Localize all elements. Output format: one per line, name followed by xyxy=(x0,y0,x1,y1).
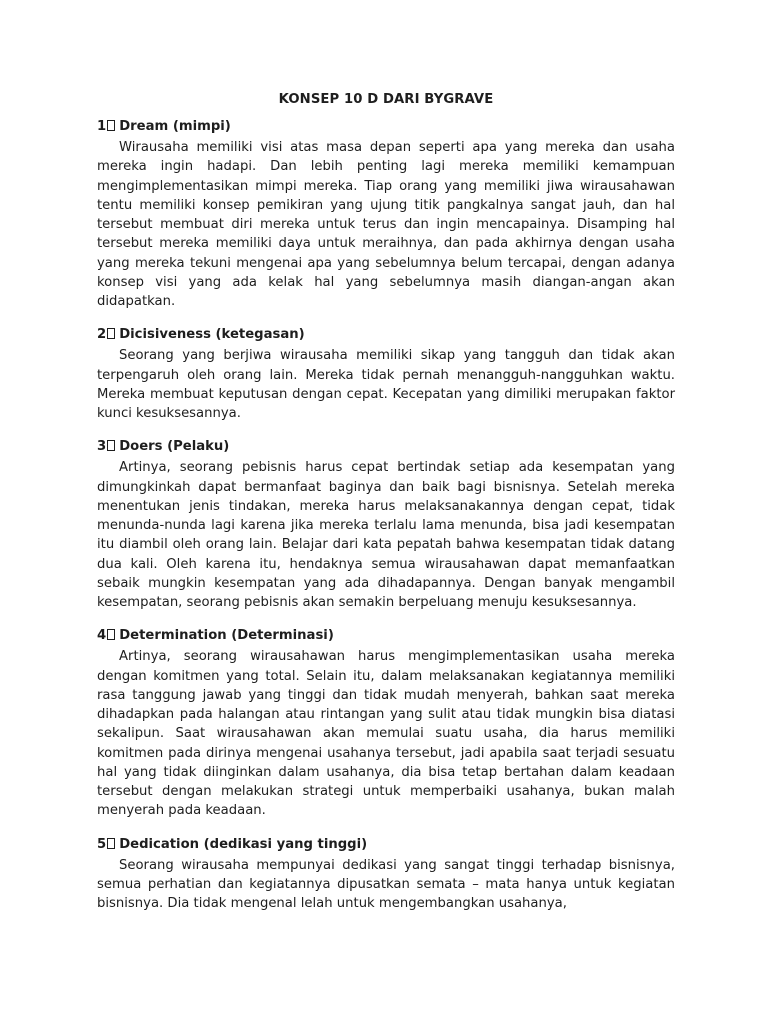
missing-glyph-box-icon xyxy=(107,629,115,640)
section-dedication xyxy=(97,835,675,914)
missing-glyph-box-icon xyxy=(107,328,115,339)
section-body: Wirausaha memiliki visi atas masa depan seperti apa yang mereka dan usaha mereka ingin hadapi. Dan lebih penting lagi mereka memiliki kemampuan mengimplementasikan mimpi mereka. Tiap orang yang memiliki jiwa wirausahawan tentu memiliki konsep pemikiran yang ujung titik pangkalnya sangat jauh, dan hal tersebut membuat diri mereka untuk terus dan ingin mencapainya. Disamping hal tersebut mereka memiliki daya untuk meraihnya, dan pada akhirnya dengan usaha yang mereka tekuni mengenai apa yang sebelumnya belum tercapai, dengan adanya konsep visi yang ada kelak hal yang sebelumnya masih diangan-angan akan didapatkan. xyxy=(97,140,675,309)
section-heading-text: Dedication (dedikasi yang tinggi) xyxy=(119,836,368,852)
section-dream xyxy=(97,117,675,311)
section-number: 5 xyxy=(97,836,107,852)
section-heading-text: Dream (mimpi) xyxy=(119,119,231,134)
section-heading-text: Dicisiveness (ketegasan) xyxy=(119,327,305,343)
section-heading-text: Determination (Determinasi) xyxy=(119,628,334,644)
section-heading xyxy=(97,835,675,855)
section-heading-text: Doers (Pelaku) xyxy=(119,439,230,455)
section-heading xyxy=(97,325,675,345)
section-heading xyxy=(97,437,675,457)
section-number: 4 xyxy=(97,628,107,644)
document-page xyxy=(97,90,675,927)
missing-glyph-box-icon xyxy=(107,440,115,451)
missing-glyph-box-icon xyxy=(107,838,115,849)
section-number: 3 xyxy=(97,439,107,455)
section-body: Seorang wirausaha mempunyai dedikasi yang sangat tinggi terhadap bisnisnya, semua perhatian dan kegiatannya dipusatkan semata – mata hanya untuk kegiatan bisnisnya. Dia tidak mengenal lelah untuk mengembangkan usahanya, xyxy=(97,857,675,911)
section-determination xyxy=(97,626,675,820)
section-body: Artinya, seorang pebisnis harus cepat bertindak setiap ada kesempatan yang dimungkinkah dapat bermanfaat baginya dan baik bagi bisnisnya. Setelah mereka menentukan jenis tindakan, mereka harus melaksanakannya dengan cepat, tidak menunda-nunda lagi karena jika mereka terlalu lama menunda, bisa jadi kesempatan itu diambil oleh orang lain. Belajar dari kata pepatah bahwa kesempatan tidak datang dua kali. Oleh karena itu, hendaknya semua wirausahawan dapat memanfaatkan sebaik mungkin kesempatan yang ada dihadapannya. Dengan banyak mengambil kesempatan, seorang pebisnis akan semakin berpeluang menuju kesuksesannya. xyxy=(97,460,675,610)
section-number: 1 xyxy=(97,119,107,134)
section-body: Artinya, seorang wirausahawan harus mengimplementasikan usaha mereka dengan komitmen yang total. Selain itu, dalam melaksanakan kegiatannya memiliki rasa tanggung jawab yang tinggi dan tidak mudah menyerah, bahkan saat mereka dihadapkan pada halangan atau rintangan yang sulit atau tidak mungkin bisa diatasi sekalipun. Saat wirausahawan akan memulai suatu usaha, dia harus memiliki komitmen pada dirinya mengenai usahanya tersebut, jadi apabila saat terjadi sesuatu hal yang tidak diinginkan dalam usahanya, dia bisa tetap bertahan dalam keadaan tersebut dengan melakukan strategi untuk memperbaiki usahanya, bukan malah menyerah pada keadaan. xyxy=(97,649,675,819)
section-body: Seorang yang berjiwa wirausaha memiliki sikap yang tangguh dan tidak akan terpengaruh oleh orang lain. Mereka tidak pernah menangguh-nangguhkan waktu. Mereka membuat keputusan dengan cepat. Kecepatan yang dimiliki merupakan faktor kunci kesuksesannya. xyxy=(97,348,675,421)
section-heading xyxy=(97,117,675,137)
missing-glyph-box-icon xyxy=(107,120,115,131)
document-title: KONSEP 10 D DARI BYGRAVE xyxy=(278,92,494,107)
section-heading xyxy=(97,626,675,646)
section-dicisiveness xyxy=(97,325,675,423)
section-number: 2 xyxy=(97,327,107,343)
section-doers xyxy=(97,437,675,612)
